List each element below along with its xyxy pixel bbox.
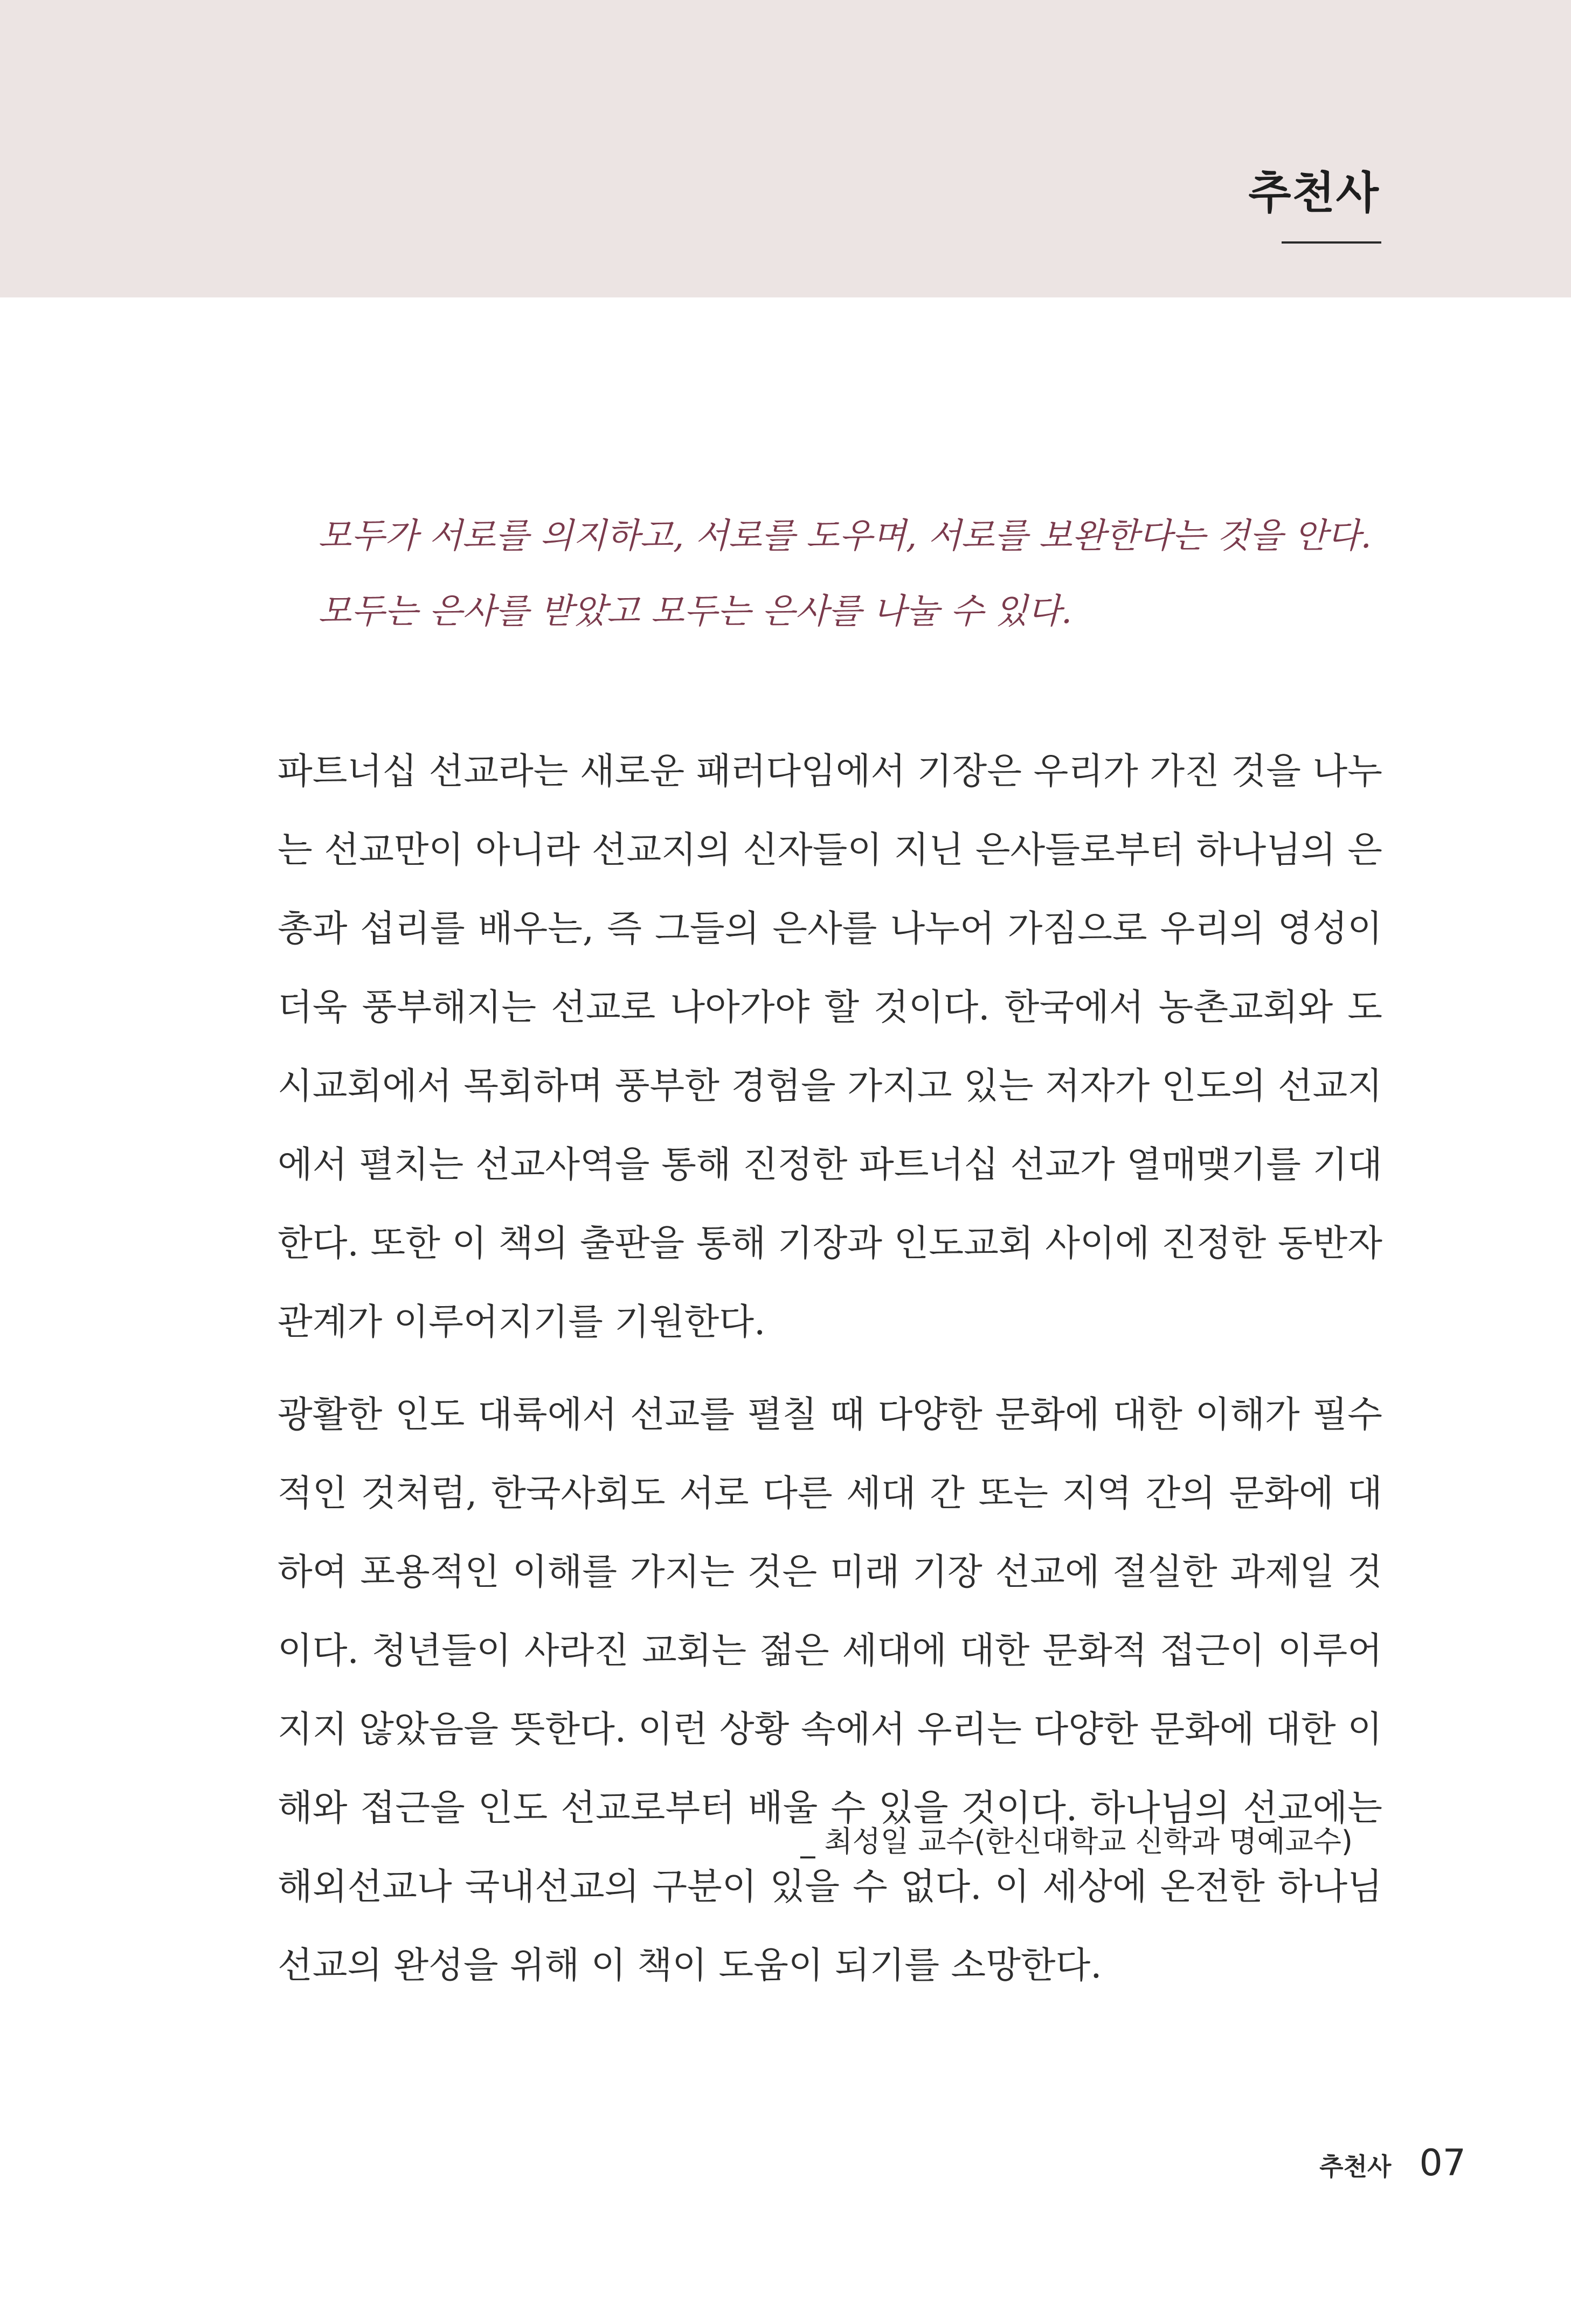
page-number: 07 [1419, 2142, 1466, 2184]
page-footer [1319, 2142, 1466, 2184]
title-underline [1282, 241, 1381, 244]
running-footer-label: 추천사 [1319, 2152, 1392, 2181]
page-title: 추천사 [1248, 168, 1380, 219]
epigraph-text: 모두가 서로를 의지하고, 서로를 도우며, 서로를 보완한다는 것을 안다. 모두는 은사를 받았고 모두는 은사를 나눌 수 있다. [318, 516, 1372, 632]
body-text [278, 732, 1382, 2004]
body-paragraph-1: 파트너십 선교라는 새로운 패러다임에서 기장은 우리가 가진 것을 나누는 선교만이 아니라 선교지의 신자들이 지닌 은사들로부터 하나님의 은총과 섭리를 배우는, 즉 그들의 은사를 나누어 가짐으로 우리의 영성이 더욱 풍부해지는 선교로 나아가야 할 것이다. 한국에서 농촌교회와 도시교회에서 목회하며 풍부한 경험을 가지고 있는 저자가 인도의 선교지에서 펼치는 선교사역을 통해 진정한 파트너십 선교가 열매맺기를 기대한다. 또한 이 책의 출판을 통해 기장과 인도교회 사이에 진정한 동반자 관계가 이루어지기를 기원한다. [278, 750, 1382, 1343]
header-band [0, 0, 1571, 297]
epigraph [318, 498, 1401, 649]
body-paragraph-2: 광활한 인도 대륙에서 선교를 펼칠 때 다양한 문화에 대한 이해가 필수적인 것처럼, 한국사회도 서로 다른 세대 간 또는 지역 간의 문화에 대하여 포용적인 이해를 가지는 것은 미래 기장 선교에 절실한 과제일 것이다. 청년들이 사라진 교회는 젊은 세대에 대한 문화적 접근이 이루어지지 않았음을 뜻한다. 이런 상황 속에서 우리는 다양한 문화에 대한 이해와 접근을 인도 선교로부터 배울 수 있을 것이다. 하나님의 선교에는 해외선교나 국내선교의 구분이 있을 수 없다. 이 세상에 온전한 하나님 선교의 완성을 위해 이 책이 도움이 되기를 소망한다. [278, 1393, 1382, 1986]
author-signature: _ 최성일 교수(한신대학교 신학과 명예교수) [800, 1824, 1353, 1858]
